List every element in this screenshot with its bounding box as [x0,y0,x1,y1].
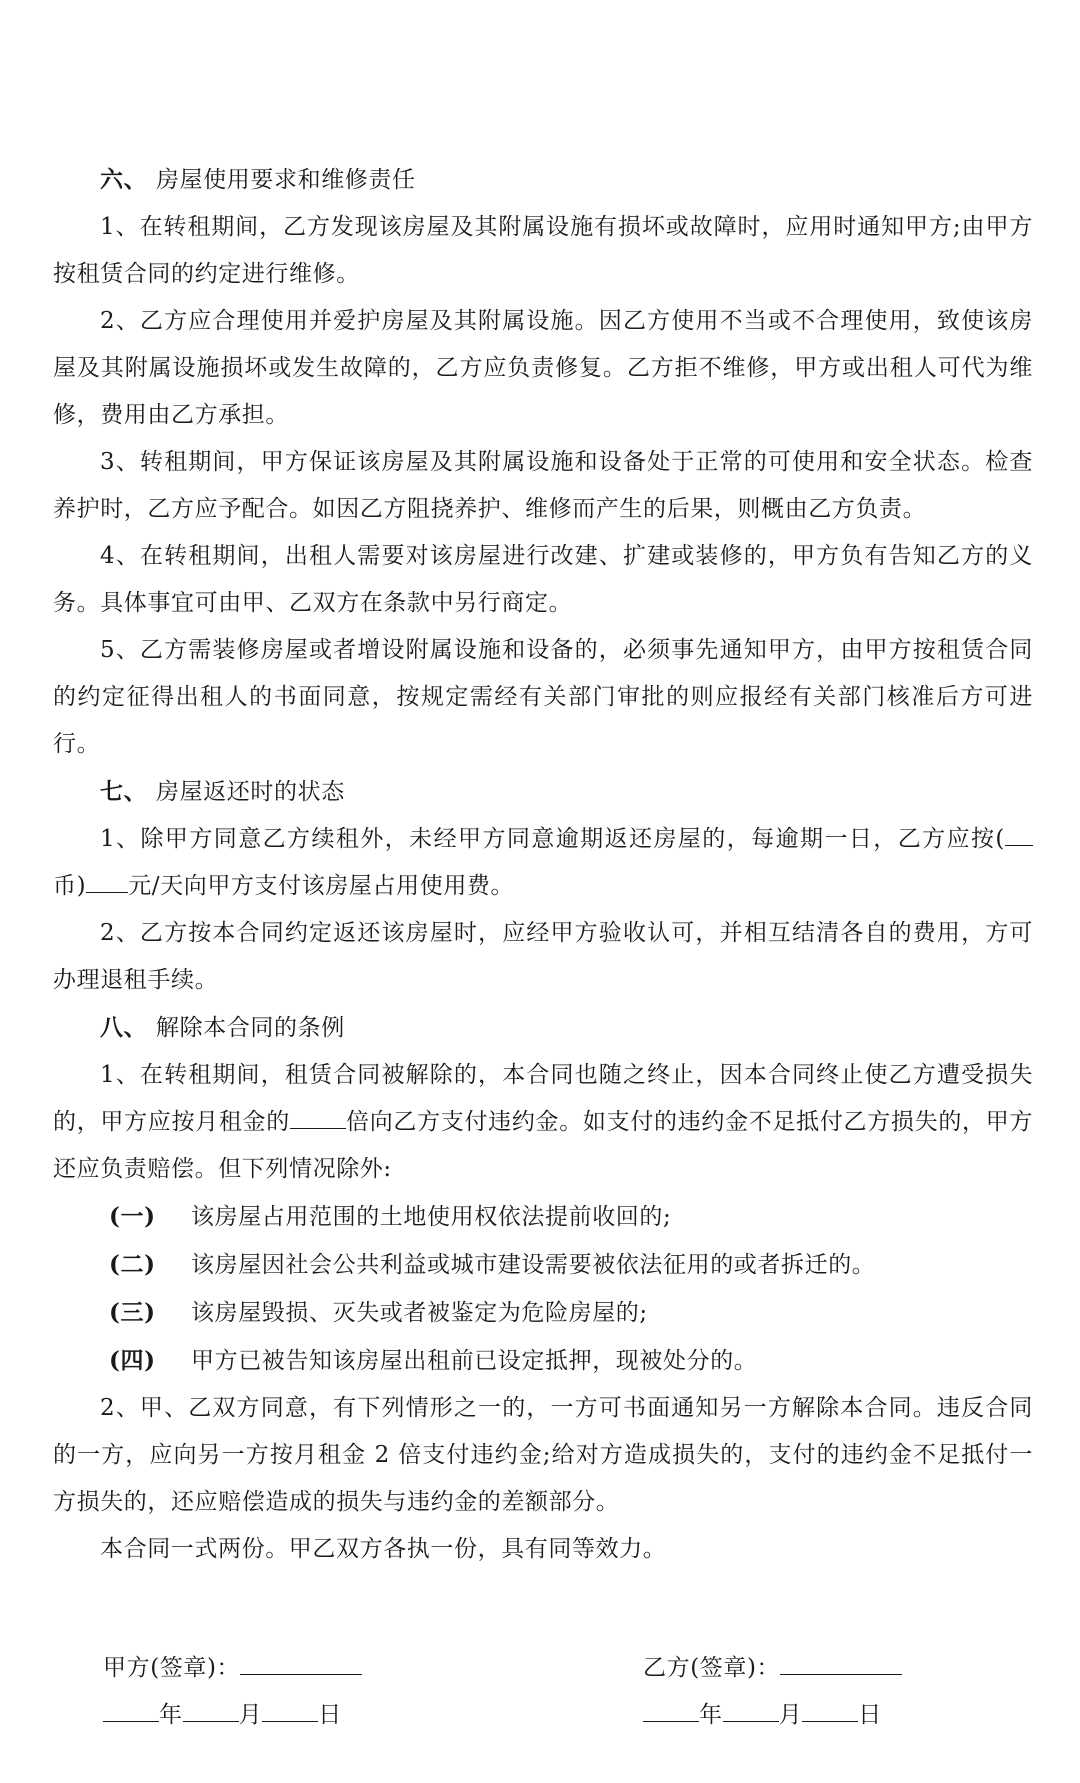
section-8-item-1-text-a: 1、在转租期间，租赁合同被解除的，本合同也随之终止，因本合同终止使乙方遭受损失的，甲方应按月租金的 [53,1062,1033,1135]
party-a-year-label: 年 [159,1702,183,1728]
section-6-item-1: 1、在转租期间，乙方发现该房屋及其附属设施有损坏或故障时，应用时通知甲方;由甲方按租赁合同的约定进行维修。 [53,214,1033,287]
exception-1-text: 该房屋占用范围的土地使用权依法提前收回的; [191,1204,672,1230]
party-a-day-label: 日 [318,1702,342,1728]
party-b-day-label: 日 [858,1702,882,1728]
exception-1 [53,1193,1033,1241]
contract-body [53,156,1033,1573]
section-7-item-1 [53,816,1033,910]
party-b-label: 乙方(签章)： [643,1655,781,1681]
section-6-title: 房屋使用要求和维修责任 [156,167,416,193]
party-b-date-line [643,1692,902,1739]
party-a-month-label: 月 [238,1702,263,1728]
party-a-signature-blank[interactable] [240,1652,362,1675]
section-8-item-1-text-b: 倍向乙方支付违约金。如支付的违约金不足抵付乙方损失的，甲方还应负责赔偿。但下列情况除外: [53,1109,1033,1182]
exception-3-number: (三) [109,1299,156,1326]
currency-blank[interactable] [1005,825,1033,846]
party-b-signature-block [643,1645,902,1739]
exception-2-text: 该房屋因社会公共利益或城市建设需要被依法征用的或者拆迁的。 [191,1252,876,1278]
party-b-month-label: 月 [778,1702,803,1728]
party-a-signature-block [103,1645,362,1739]
exception-4-text: 甲方已被告知该房屋出租前已设定抵押，现被处分的。 [191,1348,758,1374]
section-8-title: 解除本合同的条例 [156,1015,345,1041]
party-a-day-blank[interactable] [262,1699,318,1722]
section-7-item-1-text-c: 元/天向甲方支付该房屋占用使用费。 [128,873,515,899]
section-7-number: 七、 [100,778,148,805]
section-6-item-2: 2、乙方应合理使用并爱护房屋及其附属设施。因乙方使用不当或不合理使用，致使该房屋及其附属设施损坏或发生故障的，乙方应负责修复。乙方拒不维修，甲方或出租人可代为维修，费用由乙方承担。 [53,308,1033,428]
section-6-number: 六、 [100,166,148,193]
section-7-item-1-text-a: 1、除甲方同意乙方续租外，未经甲方同意逾期返还房屋的，每逾期一日，乙方应按( [100,826,1005,852]
party-a-signature-line [103,1645,362,1692]
section-7-item-1-text-b: 币) [53,873,87,899]
exception-2 [53,1241,1033,1289]
amount-blank[interactable] [86,872,128,893]
exception-1-number: (一) [109,1203,156,1230]
section-6-item-5: 5、乙方需装修房屋或者增设附属设施和设备的，必须事先通知甲方，由甲方按租赁合同的约定征得出租人的书面同意，按规定需经有关部门审批的则应报经有关部门核准后方可进行。 [53,637,1033,757]
section-8-item-1 [53,1052,1033,1193]
section-7-item-2: 2、乙方按本合同约定返还该房屋时，应经甲方验收认可，并相互结清各自的费用，方可办理退租手续。 [53,920,1033,993]
party-a-month-blank[interactable] [183,1699,239,1722]
party-a-year-blank[interactable] [103,1699,159,1722]
exception-3 [53,1289,1033,1337]
exception-4-number: (四) [109,1347,156,1374]
section-8-heading [53,1004,1033,1052]
party-b-day-blank[interactable] [802,1699,858,1722]
multiplier-blank[interactable] [290,1108,346,1129]
exception-2-number: (二) [109,1251,156,1278]
section-7-title: 房屋返还时的状态 [156,779,345,805]
party-b-signature-line [643,1645,902,1692]
exception-4 [53,1337,1033,1385]
party-b-signature-blank[interactable] [780,1652,902,1675]
party-b-year-blank[interactable] [643,1699,699,1722]
section-6-heading [53,156,1033,204]
section-8-number: 八、 [100,1014,148,1041]
party-a-date-line [103,1692,362,1739]
exception-3-text: 该房屋毁损、灭失或者被鉴定为危险房屋的; [191,1300,648,1326]
party-a-label: 甲方(签章)： [103,1655,241,1681]
party-b-year-label: 年 [699,1702,723,1728]
section-8-item-2: 2、甲、乙双方同意，有下列情形之一的，一方可书面通知另一方解除本合同。违反合同的一方，应向另一方按月租金 2 倍支付违约金;给对方造成损失的，支付的违约金不足抵付一方损失的，还应赔偿造成的损失与违约金的差额部分。 [53,1395,1033,1515]
section-6-item-4: 4、在转租期间，出租人需要对该房屋进行改建、扩建或装修的，甲方负有告知乙方的义务。具体事宜可由甲、乙双方在条款中另行商定。 [53,543,1033,616]
closing-statement: 本合同一式两份。甲乙双方各执一份，具有同等效力。 [100,1536,667,1562]
party-b-month-blank[interactable] [723,1699,779,1722]
section-7-heading [53,768,1033,816]
section-6-item-3: 3、转租期间，甲方保证该房屋及其附属设施和设备处于正常的可使用和安全状态。检查养护时，乙方应予配合。如因乙方阻挠养护、维修而产生的后果，则概由乙方负责。 [53,449,1033,522]
